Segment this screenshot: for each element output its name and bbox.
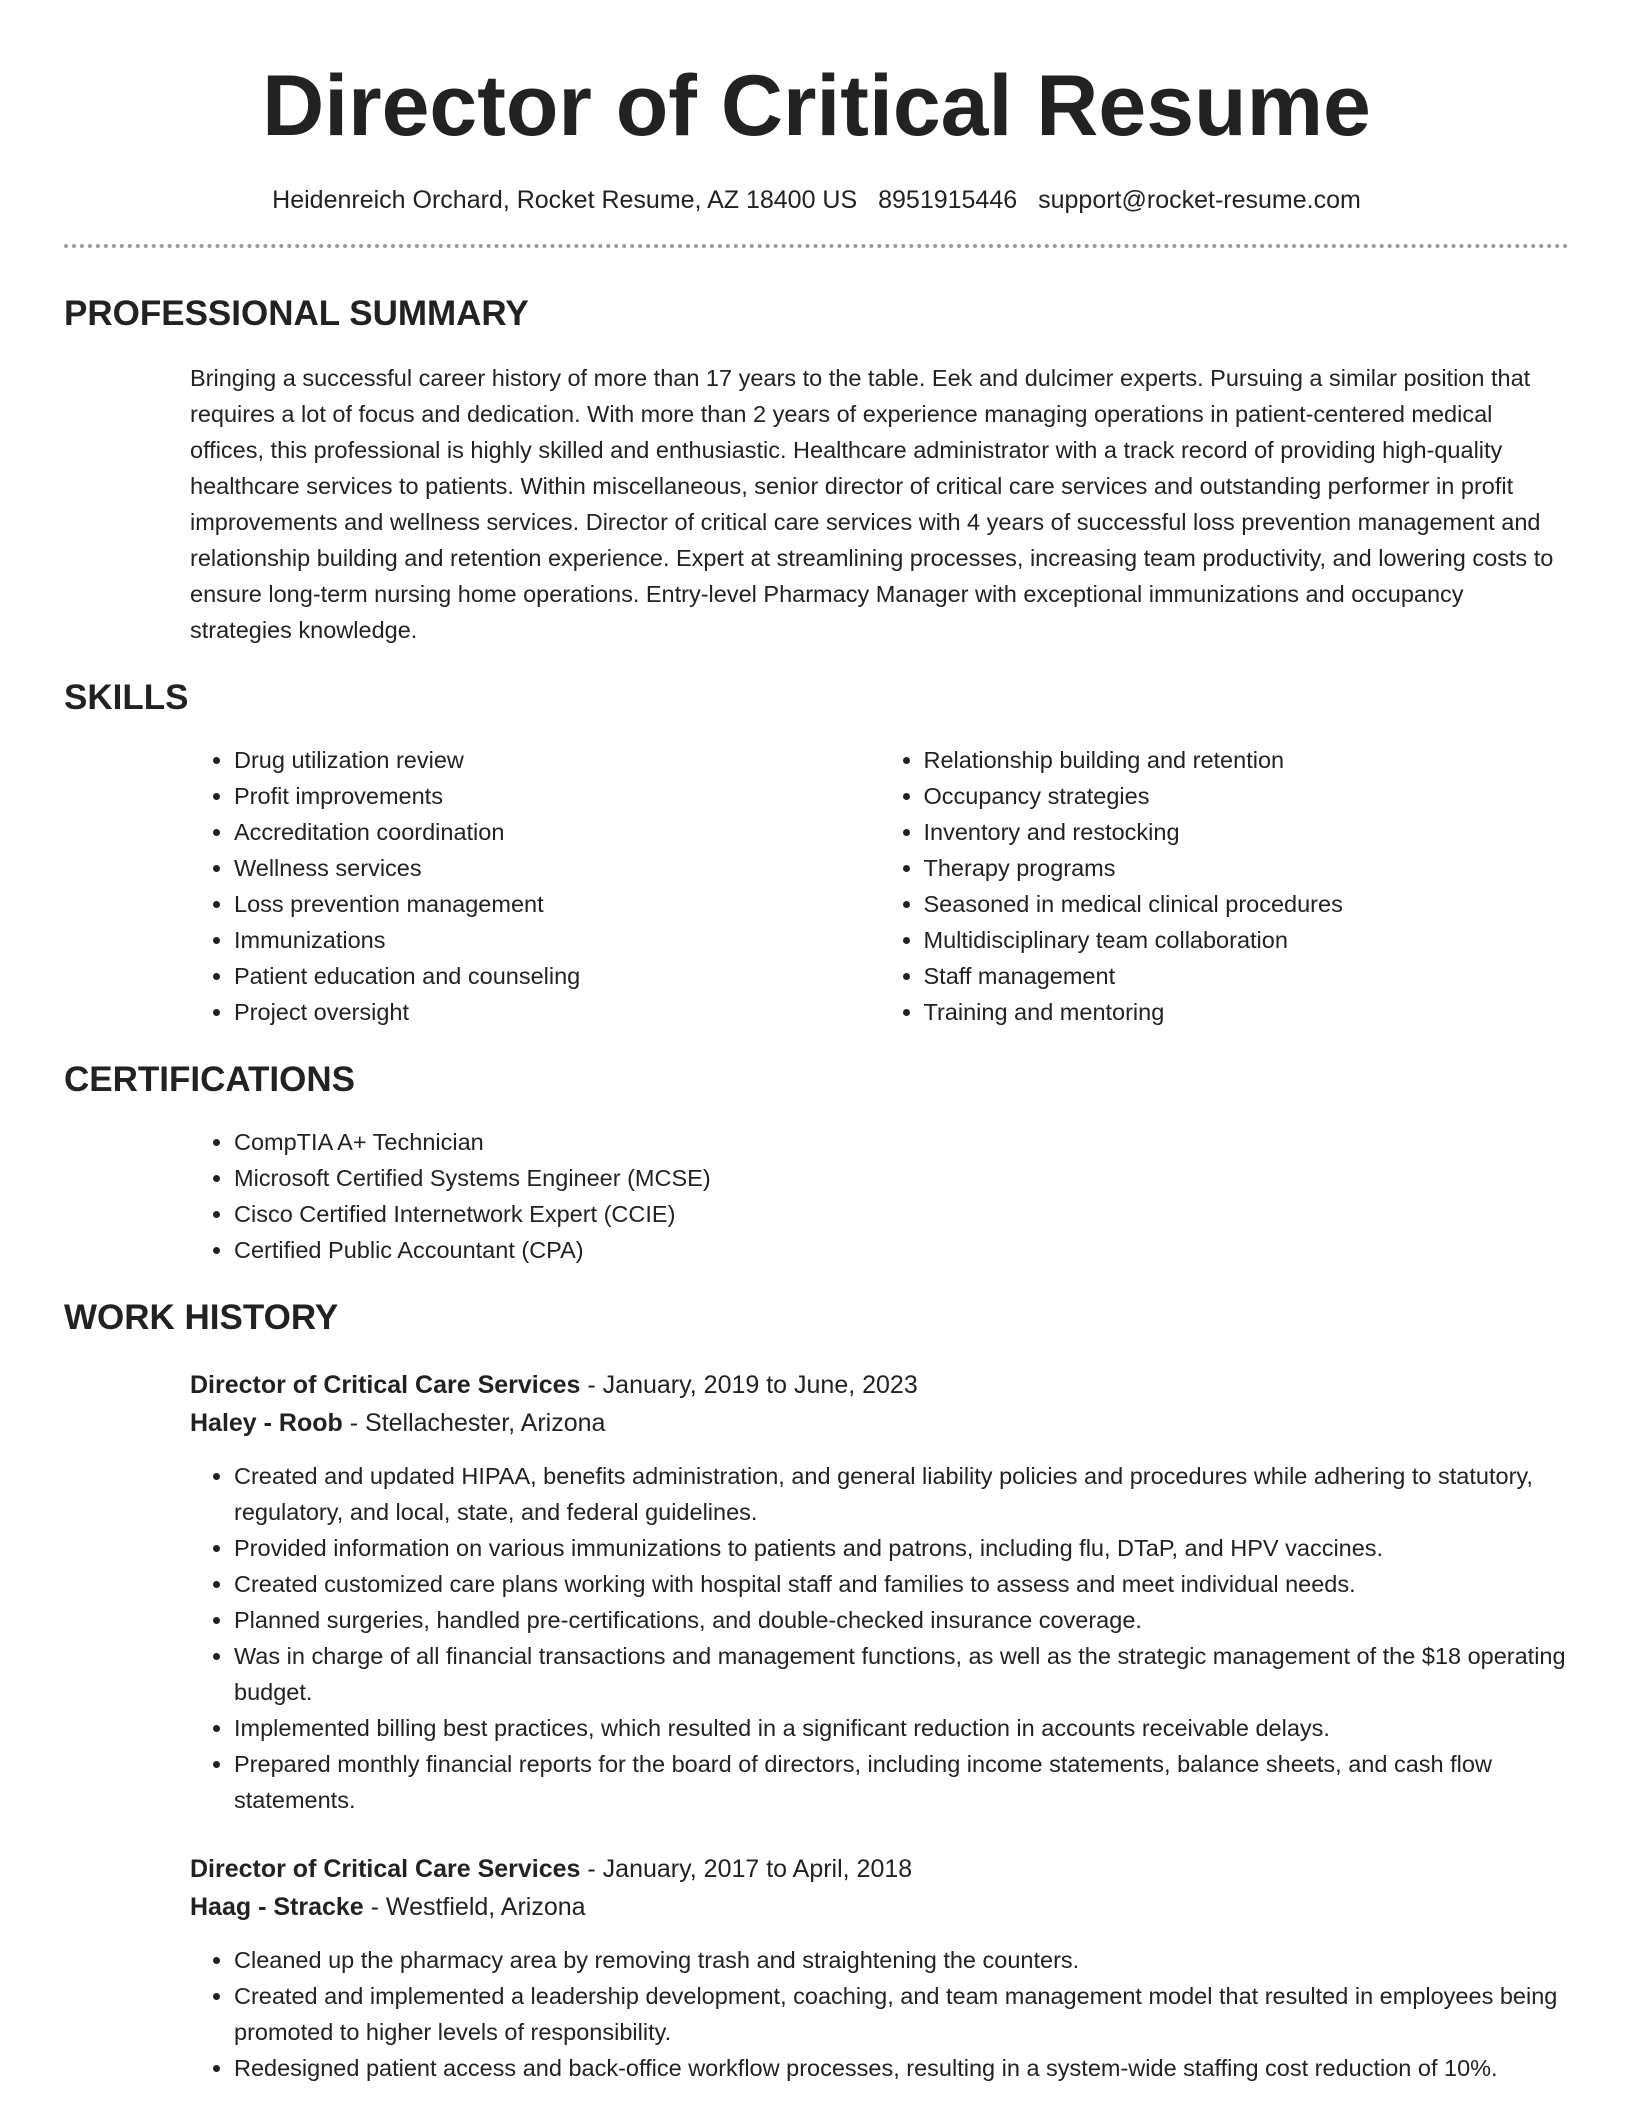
job-company: Haag - Stracke [190,1893,364,1921]
job-bullet: • Created and implemented a leadership development, coaching, and team management model that resulted in employees being promoted to higher levels of responsibility. [234,1978,1569,2050]
certifications-block [190,1124,1569,1268]
skill-item: • Profit improvements [234,778,880,814]
job-company-line [190,1888,1569,1926]
job-bullet: • Cleaned up the pharmacy area by removing trash and straightening the counters. [234,1942,1569,1978]
job-dates: - January, 2017 to April, 2018 [580,1855,913,1883]
skills-left-list [190,742,880,1030]
job-company-line [190,1404,1569,1442]
job-bullets [190,1458,1569,1818]
resume-title: Director of Critical Resume [262,58,1371,154]
job-company: Haley - Roob [190,1409,343,1437]
job-bullet: • Provided information on various immunizations to patients and patrons, including flu, DTaP, and HPV vaccines. [234,1530,1569,1566]
contact-phone: 8951915446 [878,186,1018,214]
certification-item: • CompTIA A+ Technician [234,1124,1569,1160]
skill-item: • Staff management [924,958,1570,994]
skills-columns [190,742,1569,1030]
contact-email: support@rocket-resume.com [1038,186,1361,214]
job-title-line [190,1850,1569,1888]
job-location: - Westfield, Arizona [363,1893,586,1921]
skill-item: • Seasoned in medical clinical procedures [924,886,1570,922]
job-bullet: • Implemented billing best practices, which resulted in a significant reduction in accounts receivable delays. [234,1710,1569,1746]
skill-item: • Inventory and restocking [924,814,1570,850]
contact-address: Heidenreich Orchard, Rocket Resume, AZ 18400 US [272,186,858,214]
header-divider [64,244,1569,248]
skill-item: • Project oversight [234,994,880,1030]
job-entry [190,1850,1569,2086]
skill-item: • Drug utilization review [234,742,880,778]
job-bullet: • Redesigned patient access and back-office workflow processes, resulting in a system-wide staffing cost reduction of 10%. [234,2050,1569,2086]
summary-heading: PROFESSIONAL SUMMARY [64,294,529,333]
job-bullet: • Created and updated HIPAA, benefits administration, and general liability policies and procedures while adhering to statutory, regulatory, and local, state, and federal guidelines. [234,1458,1569,1530]
skill-item: • Patient education and counseling [234,958,880,994]
work-history-heading: WORK HISTORY [64,1298,339,1337]
skills-right-list [880,742,1570,1030]
job-bullet: • Planned surgeries, handled pre-certifications, and double-checked insurance coverage. [234,1602,1569,1638]
job-title-line [190,1366,1569,1404]
job-dates: - January, 2019 to June, 2023 [580,1371,918,1399]
job-title: Director of Critical Care Services [190,1855,581,1883]
skill-item: • Wellness services [234,850,880,886]
job-bullets [190,1942,1569,2086]
certifications-list [190,1124,1569,1268]
job-bullet: • Created customized care plans working with hospital staff and families to assess and meet individual needs. [234,1566,1569,1602]
skill-item: • Multidisciplinary team collaboration [924,922,1570,958]
skill-item: • Relationship building and retention [924,742,1570,778]
skills-heading: SKILLS [64,678,189,717]
skill-item: • Therapy programs [924,850,1570,886]
certification-item: • Certified Public Accountant (CPA) [234,1232,1569,1268]
job-bullet: • Prepared monthly financial reports for the board of directors, including income statements, balance sheets, and cash flow statements. [234,1746,1569,1818]
contact-line [64,182,1569,218]
job-bullet: • Was in charge of all financial transactions and management functions, as well as the strategic management of the $18 operating budget. [234,1638,1569,1710]
skill-item: • Accreditation coordination [234,814,880,850]
resume-page [64,0,1569,2086]
certifications-heading: CERTIFICATIONS [64,1060,356,1099]
skill-item: • Loss prevention management [234,886,880,922]
job-entry [190,1366,1569,1818]
skill-item: • Training and mentoring [924,994,1570,1030]
certification-item: • Cisco Certified Internetwork Expert (CCIE) [234,1196,1569,1232]
skill-item: • Immunizations [234,922,880,958]
job-title: Director of Critical Care Services [190,1371,581,1399]
summary-text: Bringing a successful career history of more than 17 years to the table. Eek and dulcimer experts. Pursuing a similar position that requires a lot of focus and dedication. With more than 2 years of experience managing operations in patient-centered medical offices, this professional is highly skilled and enthusiastic. Healthcare administrator with a track record of providing high-quality healthcare services to patients. Within miscellaneous, senior director of critical care services and outstanding performer in profit improvements and wellness services. Director of critical care services with 4 years of successful loss prevention management and relationship building and retention experience. Expert at streamlining processes, increasing team productivity, and lowering costs to ensure long-term nursing home operations. Entry-level Pharmacy Manager with exceptional immunizations and occupancy strategies knowledge. [190,365,1554,643]
skill-item: • Occupancy strategies [924,778,1570,814]
certification-item: • Microsoft Certified Systems Engineer (MCSE) [234,1160,1569,1196]
job-location: - Stellachester, Arizona [342,1409,606,1437]
